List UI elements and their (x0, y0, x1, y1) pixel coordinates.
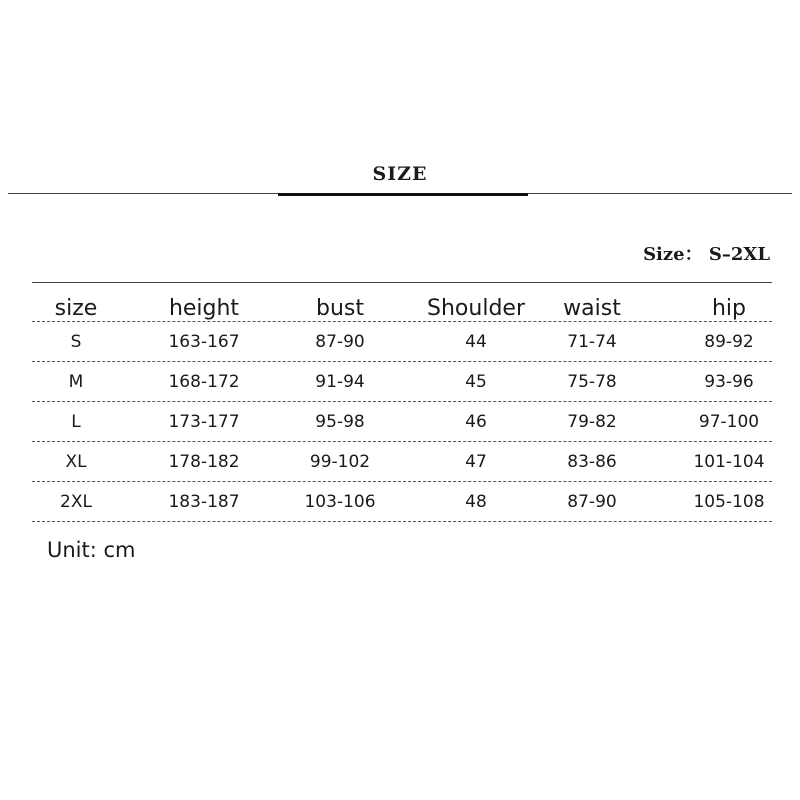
table-header-row (32, 284, 772, 322)
cell-height: 168-172 (168, 371, 240, 392)
table-row (32, 482, 772, 522)
cell-shoulder: 47 (465, 451, 487, 472)
cell-bust: 95-98 (315, 411, 365, 432)
cell-waist: 87-90 (567, 491, 617, 512)
cell-bust: 91-94 (315, 371, 365, 392)
header-hip: hip (711, 296, 747, 321)
cell-waist: 75-78 (567, 371, 617, 392)
unit-note: Unit: cm (47, 538, 136, 562)
cell-size: S (70, 331, 82, 352)
cell-hip: 89-92 (704, 331, 754, 352)
header-shoulder: Shoulder (427, 296, 525, 321)
cell-height: 183-187 (168, 491, 240, 512)
table-row (32, 442, 772, 482)
cell-height: 173-177 (168, 411, 240, 432)
cell-height: 178-182 (168, 451, 240, 472)
cell-hip: 97-100 (698, 411, 760, 432)
header-size: size (54, 296, 98, 321)
cell-hip: 105-108 (693, 491, 765, 512)
page-title: SIZE (372, 163, 428, 185)
cell-bust: 99-102 (309, 451, 371, 472)
table-row (32, 322, 772, 362)
cell-size: M (68, 371, 84, 392)
cell-height: 163-167 (168, 331, 240, 352)
cell-shoulder: 48 (465, 491, 487, 512)
cell-size: 2XL (60, 491, 92, 512)
cell-shoulder: 45 (465, 371, 487, 392)
table-row (32, 362, 772, 402)
cell-shoulder: 44 (465, 331, 487, 352)
cell-size: XL (65, 451, 87, 472)
cell-waist: 71-74 (567, 331, 617, 352)
cell-hip: 101-104 (693, 451, 765, 472)
cell-bust: 87-90 (315, 331, 365, 352)
table-row (32, 402, 772, 442)
header-height: height (168, 296, 240, 321)
cell-waist: 79-82 (567, 411, 617, 432)
cell-size: L (71, 411, 81, 432)
size-table (32, 284, 772, 522)
cell-waist: 83-86 (567, 451, 617, 472)
size-range-label: Size： S–2XL (643, 244, 770, 265)
header-waist: waist (563, 296, 621, 321)
table-top-border (32, 282, 772, 283)
header-bust: bust (316, 296, 364, 321)
cell-shoulder: 46 (465, 411, 487, 432)
cell-hip: 93-96 (704, 371, 754, 392)
title-underline (278, 193, 528, 196)
cell-bust: 103-106 (304, 491, 376, 512)
